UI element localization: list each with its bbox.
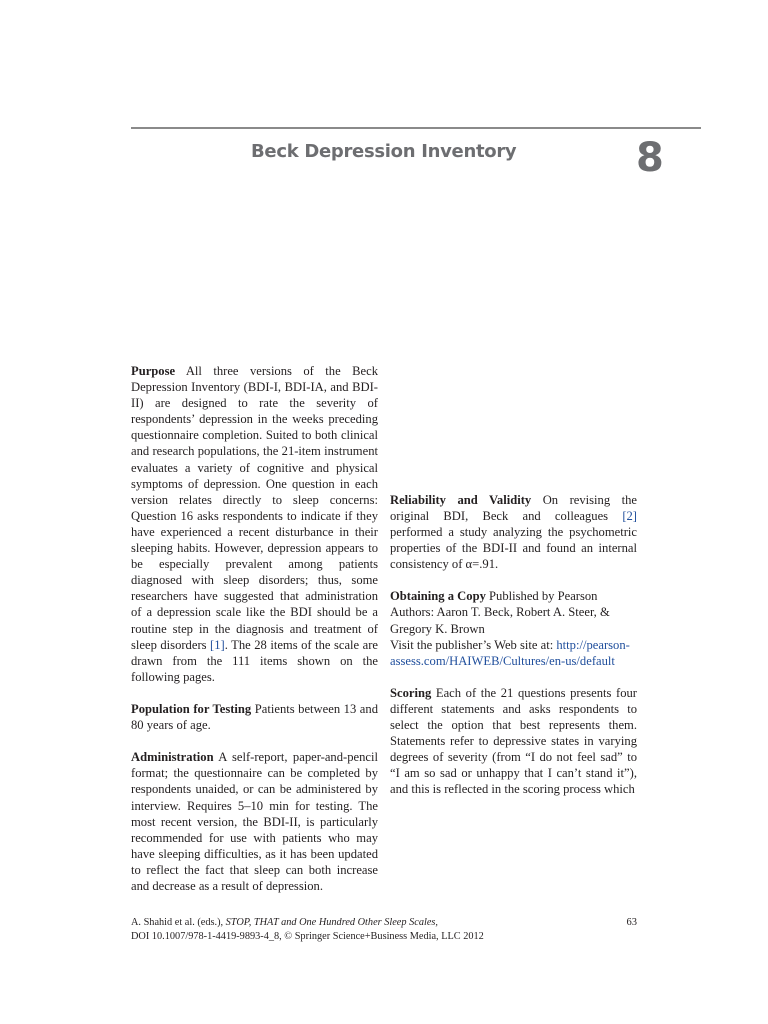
- doi-line: DOI 10.1007/978-1-4419-9893-4_8, © Springer Science+Business Media, LLC 2012: [131, 931, 484, 942]
- authors-line-1: Authors: Aaron T. Beck, Robert A. Steer, &: [390, 605, 610, 620]
- population-heading: Population for Testing: [131, 701, 252, 716]
- page-number: 63: [626, 917, 637, 928]
- obtaining-text: Published by Pearson: [485, 589, 598, 604]
- scoring-paragraph: [390, 685, 637, 798]
- citation-title: STOP, THAT and One Hundred Other Sleep Scales,: [225, 917, 438, 928]
- obtaining-paragraph: [390, 588, 637, 668]
- purpose-text-end: . The 28 items of the scale are drawn from the 111 items shown on the following pages.: [131, 637, 379, 684]
- population-text: Patients between 13 and 80 years of age.: [131, 701, 378, 733]
- footer-citation: [131, 916, 484, 944]
- purpose-text: All three versions of the Beck Depression Inventory (BDI-I, BDI-IA, and BDI-II) are designed to rate the severity of respondents’ depression in the weeks preceding questionnaire completion. Suited to both clinical and research populations, the 21-item instrument evaluates a variety of cognitive and physical symptoms of depression. One question in each version relates directly to sleep concerns: Question 16 asks respondents to indicate if they have experienced a recent disturbance in their sleeping habits. However, depression appears to be especially prevalent among patients diagnosed with sleep disorders; thus, some researchers have suggested that administration of a depression scale like the BDI should be a routine step in the diagnosis and treatment of sleep disorders: [131, 364, 378, 652]
- left-column: [131, 363, 378, 910]
- obtaining-heading: Obtaining a Copy: [390, 589, 486, 604]
- administration-paragraph: [131, 749, 378, 894]
- reference-link-1[interactable]: [1]: [210, 637, 225, 652]
- citation-prefix: A. Shahid et al. (eds.),: [131, 917, 226, 928]
- reference-link-2[interactable]: [2]: [622, 508, 637, 523]
- visit-text: Visit the publisher’s Web site at:: [390, 637, 557, 652]
- administration-text: A self-report, paper-and-pencil format; the questionnaire can be completed by respondents unaided, or can be administered by interview. Requires 5–10 min for testing. The most recent version, the BDI-II, is particularly recommended for use with patients who may have sleeping difficulties, as it has been updated to reflect the fact that sleep can both increase and decrease as a result of depression.: [131, 750, 378, 893]
- chapter-title: Beck Depression Inventory: [251, 141, 517, 162]
- reliability-text-end: performed a study analyzing the psychometric properties of the BDI-II and found an internal consistency of α=.91.: [390, 524, 637, 572]
- purpose-paragraph: [131, 363, 378, 685]
- reliability-paragraph: [390, 492, 637, 572]
- administration-heading: Administration: [131, 750, 214, 765]
- authors-line-2: Gregory K. Brown: [390, 621, 485, 636]
- publisher-link-cont[interactable]: assess.com/HAIWEB/Cultures/en-us/default: [390, 653, 615, 668]
- scoring-text: Each of the 21 questions presents four different statements and asks respondents to select the option that best represents them. Statements refer to depressive states in varying degrees of severity (from “I do not feel sad” to “I am so sad or unhappy that I can’t stand it”), and this is reflected in the scoring process which: [390, 685, 637, 797]
- purpose-heading: Purpose: [131, 364, 176, 378]
- scoring-heading: Scoring: [390, 685, 432, 700]
- chapter-number: 8: [636, 135, 664, 181]
- right-column: [390, 363, 637, 814]
- population-paragraph: [131, 701, 378, 733]
- publisher-link[interactable]: http://pearson-: [556, 637, 630, 652]
- reliability-heading: Reliability and Validity: [390, 492, 532, 507]
- header-rule: [131, 127, 701, 129]
- reliability-text: On revising the original BDI, Beck and colleagues: [390, 492, 638, 523]
